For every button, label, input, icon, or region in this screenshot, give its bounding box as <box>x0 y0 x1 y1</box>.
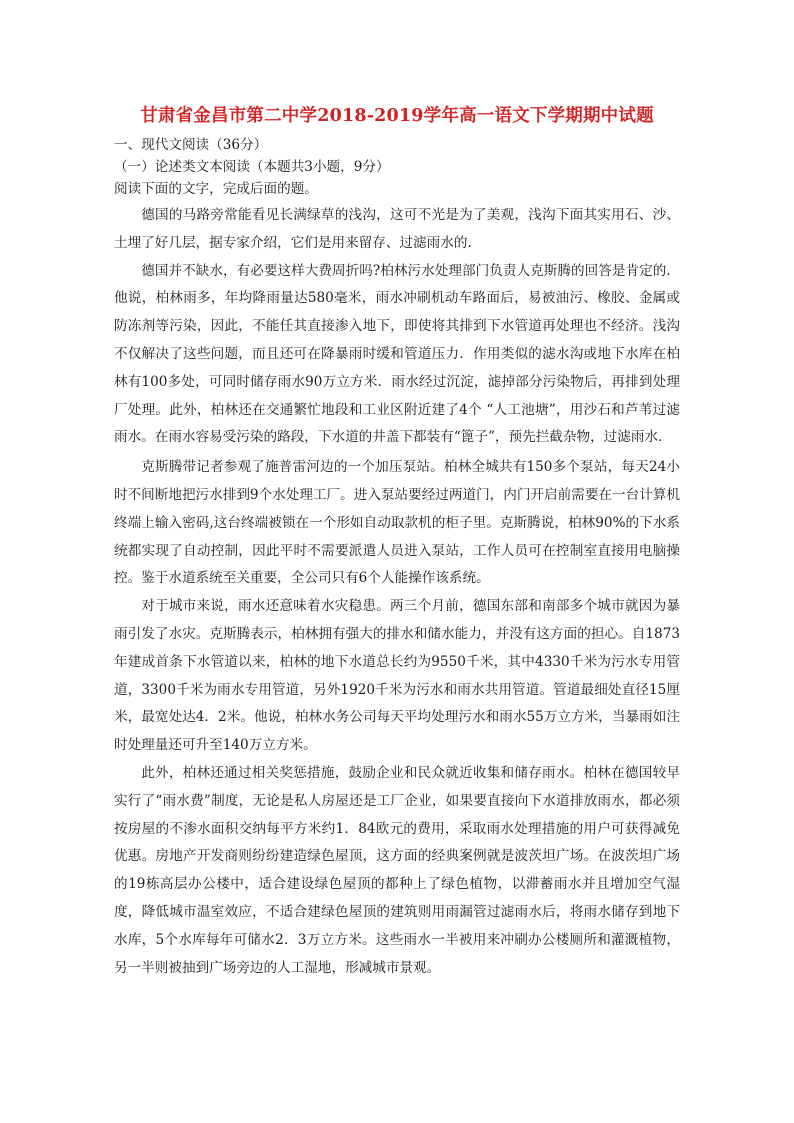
paragraph-4: 对于城市来说，雨水还意味着水灾稳患。两三个月前，德国东部和南部多个城市就因为暴雨引发了水灾。克斯腾表示，柏林拥有强大的排水和储水能力，并没有这方面的担心。自1873年建成首条下水管道以来，柏林的地下水道总长约为9550千米，其中4330千米为污水专用管道，3300千米为雨水专用管道，另外1920千米为污水和雨水共用管道。管道最细处直径15厘米，最宽处达4．2米。他说，柏林水务公司每天平均处理污水和雨水55万立方米，当暴雨如注时处理量还可升至140万立方米。 <box>114 598 680 754</box>
paragraph-3: 克斯腾带记者参观了施普雷河边的一个加压泵站。柏林全城共有150多个泵站，每天24小时不间断地把污水排到9个水处理工厂。进入泵站要经过两道门，内门开启前需要在一台计算机终端上输入密码,这台终端被锁在一个形如自动取款机的柜子里。克斯腾说，柏林90%的下水系统都实现了自动控制，因此平时不需要派遣人员进入泵站，工作人员可在控制室直接用电脑操控。鉴于水道系统至关重要，全公司只有6个人能操作该系统。 <box>114 459 680 587</box>
subsection-heading: （一）论述类文本阅读（本题共3小题，9分） <box>114 159 390 175</box>
section-heading: 一、现代文阅读（36分） <box>114 137 268 153</box>
reading-instruction: 阅读下面的文字，完成后面的题。 <box>114 181 318 197</box>
paragraph-2: 德国并不缺水，有必要这样大费周折吗?柏林污水处理部门负责人克斯腾的回答是肯定的．他说，柏林雨多，年均降雨量达580毫米，雨水冲刷机动车路面后，易被油污、橡胶、金属或防冻剂等污染，因此，不能任其直接渗入地下，即使将其排到下水管道再处理也不经济。浅沟不仅解决了这些问题，而且还可在降暴雨时缓和管道压力．作用类似的滤水沟或地下水库在柏林有100多处，可同时储存雨水90万立方米．雨水经过沉淀，滤掉部分污染物后，再排到处理厂处理。此外，柏林还在交通繁忙地段和工业区附近建了4个 “人工池塘”，用沙石和芦苇过滤雨水。在雨水容易受污染的路段，下水道的井盖下都装有“篦子”，预先拦截杂物，过滤雨水． <box>114 262 680 446</box>
paragraph-1: 德国的马路旁常能看见长满绿草的浅沟，这可不光是为了美观，浅沟下面其实用石、沙、土埋了好几层，据专家介绍，它们是用来留存、过滤雨水的. <box>114 207 680 251</box>
document-page <box>114 104 680 982</box>
paragraph-5: 此外，柏林还通过相关奖惩措施，鼓励企业和民众就近收集和储存雨水。柏林在德国较早实行了“雨水费”制度，无论是私人房屋还是工厂企业，如果要直接向下水道排放雨水，都必须按房屋的不渗水面积交纳每平方米约1．84欧元的费用，采取雨水处理措施的用户可获得减免优惠。房地产开发商则纷纷建造绿色屋顶，这方面的经典案例就是波茨坦广场。在波茨坦广场的19栋高层办公楼中，适合建设绿色屋顶的都种上了绿色植物，以滞蓄雨水并且增加空气湿度，降低城市温室效应，不适合建绿色屋顶的建筑则用雨漏管过滤雨水后，将雨水储存到地下水库，5个水库每年可储水2．3万立方米。这些雨水一半被用来冲刷办公楼厕所和灌溉植物，另一半则被抽到广场旁边的人工湿地，形减城市景观。 <box>114 764 680 976</box>
document-title: 甘肃省金昌市第二中学2018-2019学年高一语文下学期期中试题 <box>140 106 654 126</box>
